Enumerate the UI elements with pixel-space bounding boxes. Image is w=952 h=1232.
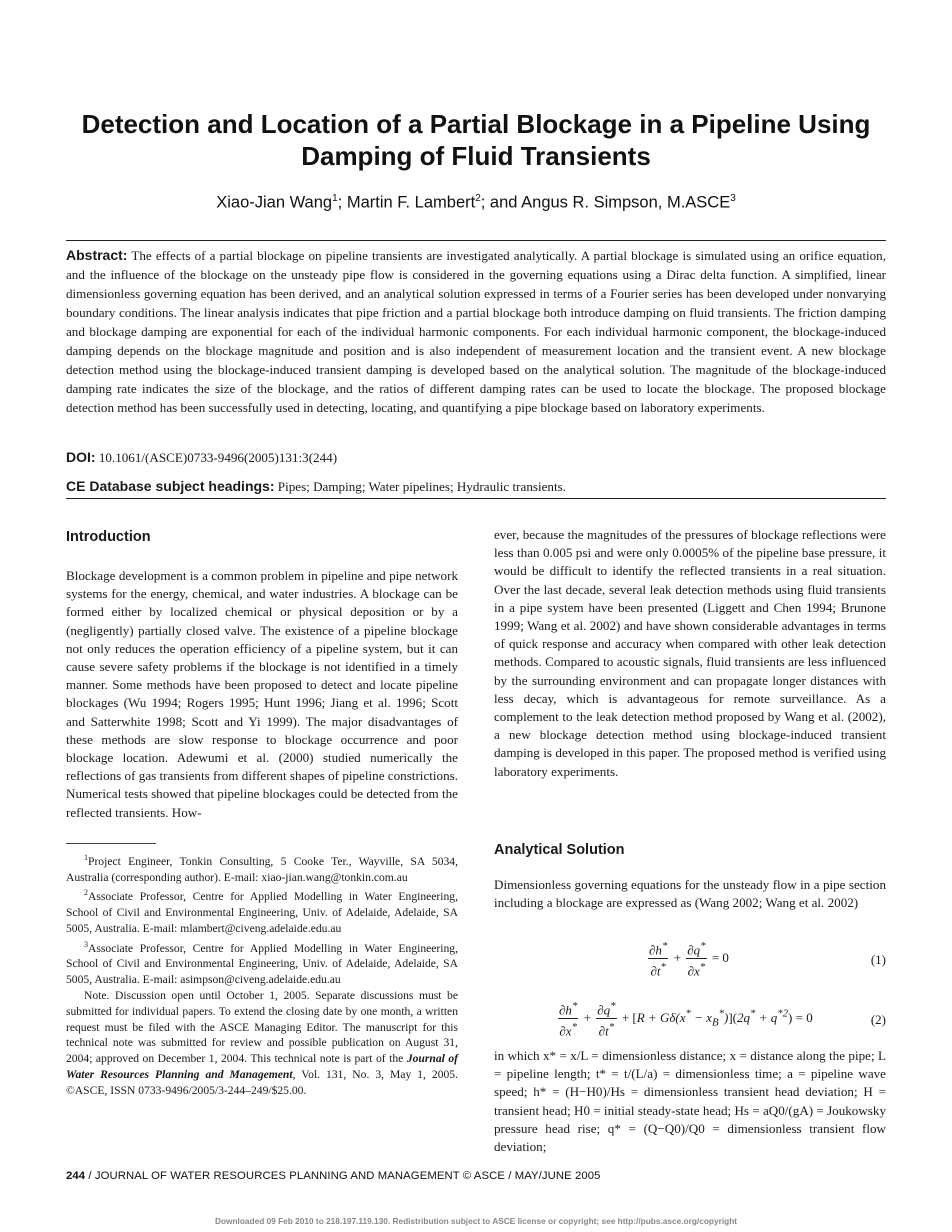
analytical-solution-text: Dimensionless governing equations for the unsteady flow in a pipe section including a blockage are expressed as (Wang 2002; Wang et al. 2002) (494, 877, 886, 911)
paper-title: Detection and Location of a Partial Blockage in a Pipeline Using Damping of Fluid Transients (81, 109, 871, 171)
section-heading-analytical-solution: Analytical Solution (494, 842, 625, 858)
download-notice: Downloaded 09 Feb 2010 to 218.197.119.130. Redistribution subject to ASCE license or copyright; see http://pubs.asce.org/copyright (214, 1216, 738, 1226)
page-number: 244 (66, 1170, 86, 1182)
subject-headings-value: Pipes; Damping; Water pipelines; Hydraulic transients. (277, 479, 566, 494)
footnotes (66, 850, 458, 1099)
author-3-affil: 3 (730, 193, 736, 204)
author-2-affil: 2 (475, 193, 481, 204)
equation-2-number: (2) (870, 1012, 886, 1027)
page-footer (66, 1170, 886, 1182)
discussion-note-text: Note. Discussion open until October 1, 2005. Separate discussions must be submitted for individual papers. To extend the closing date by one month, a written request must be filed with the ASCE Managing Editor. The manuscript for this technical note was submitted for review and possible publication on August 31, 2004; approved on December 1, 2004. This technical note is part of the (66, 988, 458, 1066)
doi-label: DOI: (66, 449, 96, 465)
equation-1 (494, 938, 886, 982)
abstract-label: Abstract: (66, 247, 128, 263)
introduction-text: Blockage development is a common problem in pipeline and pipe network systems for the energy, chemical, and water industries. A blockage can be formed either by localized chemical or physical deposition or by a (negligently) partially closed valve. The existence of a pipeline blockage not only reduces the operation efficiency of a pipeline system, but it can cause severe safety problems if the blockage is not identified in a timely manner. Some methods have been proposed to detect and locate pipeline blockages (Wu 1994; Rogers 1995; Hunt 1996; Jiang et al. 1996; Scott and Satterwhite 1998; Scott and Yi 1999). The major disadvantages of these methods are slow response to blockage occurrence and poor blockage location. Adewumi et al. (2000) studied numerically the reflections of gas transients from different shapes of pipeline constrictions. Numerical tests showed that pipeline blockages could be detected from the reflected transients. How- (66, 568, 458, 820)
equation-1-number: (1) (870, 952, 886, 967)
author-separator: ; (337, 193, 347, 212)
introduction-continued: ever, because the magnitudes of the pressures of blockage reflections were less than 0.005 psi and were only 0.0005% of the pipeline base pressure, it would be difficult to identify the reflected transients in a real situation. Over the last decade, several leak detection methods using fluid transients in a pipe system have been presented (Liggett and Chen 1994; Brunone 1999; Wang et al. 2002) and have shown considerable advantages in terms of quick response and accuracy when compared with other leak detection methods. Compared to acoustic signals, fluid transients are less influenced by the surrounding environment and can propagate longer distances with less decay, which is advantageous for remote surveillance. As a complement to the leak detection method proposed by Wang et al. (2002), a new blockage detection method using blockage-induced transient damping is developed in this paper. The proposed method is verified using laboratory experiments. (494, 527, 886, 779)
equation-2 (494, 998, 886, 1042)
variable-definitions: in which x* = x/L = dimensionless distance; x = distance along the pipe; L = pipeline length; t* = t/(L/a) = dimensionless time; a = pipeline wave speed; h* = (H−H0)/Hs = dimensionless transient head deviation; H = transient head; H0 = initial steady-state head; Hs = aQ0/(gA) = Joukowsky pressure head rise; q* = (Q−Q0)/Q0 = dimensionless transient flow deviation; (494, 1048, 886, 1155)
abstract-top-rule (66, 240, 886, 241)
journal-name: Journal of Water Resources Planning and Management (66, 1052, 459, 1081)
journal-footer: / JOURNAL OF WATER RESOURCES PLANNING AND MANAGEMENT © ASCE / MAY/JUNE 2005 (85, 1170, 601, 1182)
discussion-note (66, 988, 458, 1099)
author-3: Angus R. Simpson, M.ASCE (521, 193, 731, 212)
footnote-3-marker: 3 (84, 939, 88, 949)
author-1-affil: 1 (332, 193, 338, 204)
footnote-rule (66, 843, 156, 844)
footnote-1-marker: 1 (84, 853, 88, 862)
abstract (66, 246, 886, 417)
footnote-3-text: Associate Professor, Centre for Applied Modelling in Water Engineering, School of Civil and Environmental Engineering, Univ. of Adelaide, Adelaide, SA 5005, Australia. E-mail: asimpson@civeng.adelaide.edu.au (66, 941, 458, 987)
abstract-bottom-rule (66, 498, 886, 499)
author-2: Martin F. Lambert (346, 193, 476, 212)
footnote-2-text: Associate Professor, Centre for Applied Modelling in Water Engineering, School of Civil and Environmental Engineering, Univ. of Adelaide, Adelaide, SA 5005, Australia. E-mail: mlambert@civeng.adelaide.edu.au (66, 890, 458, 935)
author-list (60, 188, 892, 214)
subject-headings-label: CE Database subject headings: (66, 478, 275, 494)
subject-headings (66, 477, 886, 496)
equation-1-body: $\frac{\partial h^*}{\partial t^*}$ + $\frac{\partial q^*}{\partial x^*}$ = 0 (649, 940, 729, 979)
footnote-1-text: Project Engineer, Tonkin Consulting, 5 Cooke Ter., Wayville, SA 5034, Australia (corresponding author). E-mail: xiao-jian.wang@tonkin.com.au (66, 854, 458, 884)
equation-2-body: $\frac{\partial h^*}{\partial x^*}$ + $\frac{\partial q^*}{\partial t^*}$ + $[R + G\delta(x^* - x_B^*)](2q^* + q^{*2}) = 0$ (559, 1000, 813, 1039)
abstract-text: The effects of a partial blockage on pipeline transients are investigated analytically. A partial blockage is simulated using an orifice equation, and the influence of the blockage on the unsteady pipe flow is considered in the governing equations using a Dirac delta function. A simplified, linear dimensionless governing equation has been derived, and an analytical solution expressed in terms of a Fourier series has been developed under nonvarying boundary conditions. The linear analysis indicates that pipe friction and a partial blockage both introduce damping on fluid transients. The friction damping and blockage damping are exponential for each of the individual harmonic components. For each individual harmonic component, the blockage-induced damping depends on the blockage magnitude and position and is also independent of measurement location and the transient event. A new blockage detection method using the blockage-induced transient damping is developed based on the analytical solution. The magnitude of the blockage-induced damping rate indicates the size of the blockage, and the ratios of different damping rates can be used to locate the blockage. The proposed blockage detection method has been successfully used in detecting, locating, and quantifying a pipe blockage based on laboratory experiments. (66, 248, 886, 415)
footnote-3 (66, 937, 458, 988)
footnote-2 (66, 885, 458, 936)
footnote-2-marker: 2 (84, 888, 88, 898)
author-1: Xiao-Jian Wang (216, 193, 333, 212)
section-heading-introduction: Introduction (66, 529, 151, 545)
author-separator: ; and (480, 193, 522, 212)
discussion-note-citation: , Vol. 131, No. 3, May 1, 2005. ©ASCE, ISSN 0733-9496/2005/3-244–249/$25.00. (66, 1067, 458, 1097)
footnote-1 (66, 850, 458, 885)
doi-line (66, 448, 886, 467)
doi-value[interactable]: 10.1061/(ASCE)0733-9496(2005)131:3(244) (98, 450, 338, 465)
